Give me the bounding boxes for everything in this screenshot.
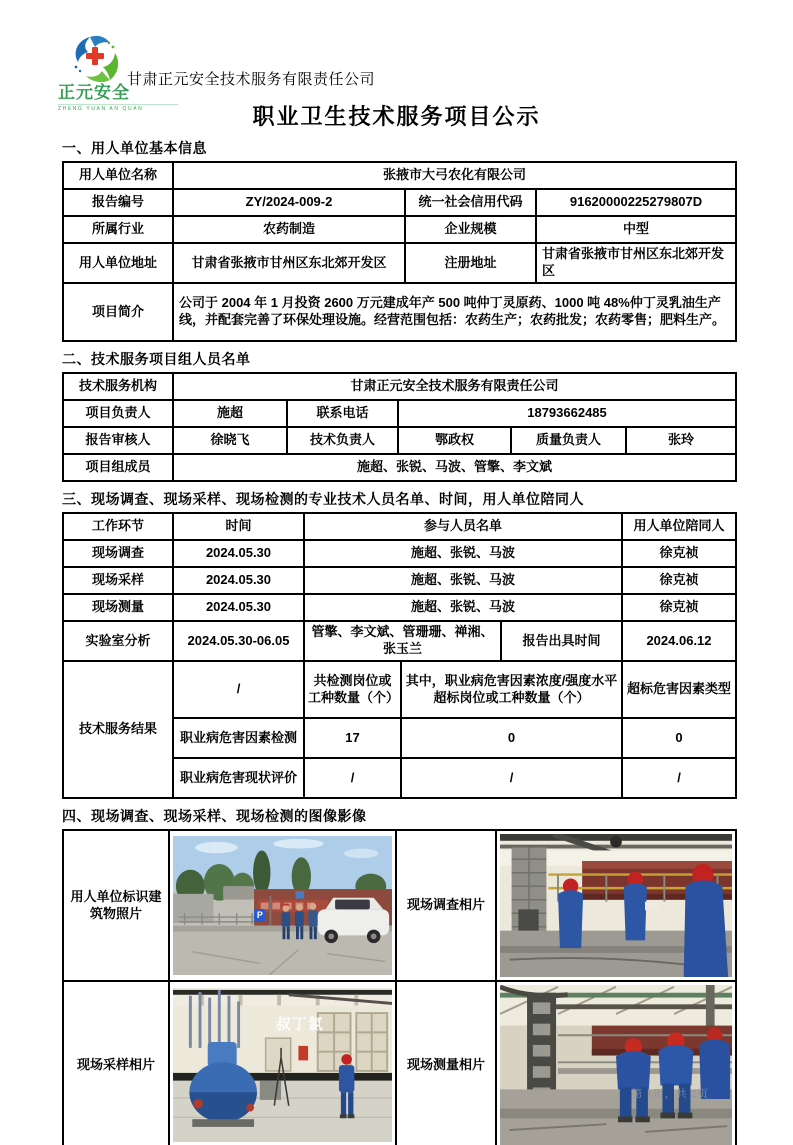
- table-row: [63, 216, 736, 243]
- table-row: [63, 830, 736, 981]
- phone-value: 18793662485: [398, 400, 736, 427]
- results-head-type: 超标危害因素类型: [622, 661, 736, 718]
- credit-code-value: 91620000225279807D: [536, 189, 736, 216]
- employer-name-label: 用人单位名称: [63, 162, 173, 189]
- results-head-total: 共检测岗位或工种数量（个）: [304, 661, 401, 718]
- photo4-label: 现场测量相片: [396, 981, 496, 1145]
- scale-value: 中型: [536, 216, 736, 243]
- detect-over: 0: [401, 718, 622, 758]
- parking-sign: P: [254, 909, 265, 922]
- results-head-over: 其中，职业病危害因素浓度/强度水平超标岗位或工种数量（个）: [401, 661, 622, 718]
- quality-value: 张玲: [626, 427, 736, 454]
- eval-label: 职业病危害现状评价: [173, 758, 304, 798]
- eval-total: /: [304, 758, 401, 798]
- employer-info-table: [62, 161, 737, 342]
- brand-name: 正元安全: [58, 83, 130, 102]
- table-row-results-header: [63, 661, 736, 718]
- time-value: 2024.05.30: [173, 594, 304, 621]
- quality-label: 质量负责人: [511, 427, 626, 454]
- table-row: [63, 567, 736, 594]
- address-value: 甘肃省张掖市甘州区东北郊开发区: [173, 243, 405, 283]
- col-header-people: 参与人员名单: [304, 513, 622, 540]
- report-no-value: ZY/2024-009-2: [173, 189, 405, 216]
- step-value: 现场调查: [63, 540, 173, 567]
- site-survey-photo: [496, 830, 736, 981]
- table-row-lab: [63, 621, 736, 661]
- credit-code-label: 统一社会信用代码: [405, 189, 536, 216]
- intro-value: 公司于 2004 年 1 月投资 2600 万元建成年产 500 吨仲丁灵原药、1000 吨 48%仲丁灵乳油生产线，并配套完善了环保处理设施。经营范围包括：农药生产；农药批发；农药零售；肥料生产。: [173, 283, 736, 341]
- fieldwork-table: [62, 512, 737, 799]
- sampling-photo-graphic: [173, 988, 392, 1142]
- results-slash: /: [173, 661, 304, 718]
- company-entrance-photo: [169, 830, 396, 981]
- intro-label: 项目简介: [63, 283, 173, 341]
- employer-name-value: 张掖市大弓农化有限公司: [173, 162, 736, 189]
- photo1-label: 用人单位标识建筑物照片: [63, 830, 169, 981]
- members-value: 施超、张锐、马波、管擎、李文斌: [173, 454, 736, 481]
- col-header-time: 时间: [173, 513, 304, 540]
- company-name: 甘肃正元安全技术服务有限责任公司: [127, 71, 376, 88]
- detect-label: 职业病危害因素检测: [173, 718, 304, 758]
- page-title: 职业卫生技术服务项目公示: [252, 104, 541, 129]
- escort-value: 徐克祯: [622, 540, 736, 567]
- project-team-table: [62, 372, 737, 482]
- table-row: [63, 427, 736, 454]
- reviewer-label: 报告审核人: [63, 427, 173, 454]
- time-value: 2024.05.30: [173, 540, 304, 567]
- sampling-photo: [169, 981, 396, 1145]
- industry-label: 所属行业: [63, 216, 173, 243]
- section1-heading: 一、用人单位基本信息: [62, 140, 207, 156]
- tech-value: 鄂政权: [398, 427, 511, 454]
- escort-value: 徐克祯: [622, 594, 736, 621]
- photo2-label: 现场调查相片: [396, 830, 496, 981]
- lab-people: 管擎、李文斌、管珊珊、禅湘、张玉兰: [304, 621, 501, 661]
- reg-address-label: 注册地址: [405, 243, 536, 283]
- people-value: 施超、张锐、马波: [304, 540, 622, 567]
- step-value: 现场采样: [63, 567, 173, 594]
- table-row: [63, 594, 736, 621]
- reg-address-value: 甘肃省张掖市甘州区东北郊开发区: [536, 243, 736, 283]
- members-label: 项目组成员: [63, 454, 173, 481]
- leader-label: 项目负责人: [63, 400, 173, 427]
- phone-label: 联系电话: [287, 400, 398, 427]
- industry-value: 农药制造: [173, 216, 405, 243]
- step-value: 现场测量: [63, 594, 173, 621]
- results-label: 技术服务结果: [63, 661, 173, 798]
- table-row: [63, 189, 736, 216]
- people-value: 施超、张锐、马波: [304, 567, 622, 594]
- people-value: 施超、张锐、马波: [304, 594, 622, 621]
- table-row: [63, 981, 736, 1145]
- photo3-label: 现场采样相片: [63, 981, 169, 1145]
- reviewer-value: 徐晓飞: [173, 427, 287, 454]
- table-header-row: [63, 513, 736, 540]
- measurement-photo: [496, 981, 736, 1145]
- table-row: [63, 243, 736, 283]
- eval-over: /: [401, 758, 622, 798]
- org-value: 甘肃正元安全技术服务有限责任公司: [173, 373, 736, 400]
- table-row: [63, 400, 736, 427]
- table-row: [63, 162, 736, 189]
- survey-photo-graphic: [500, 834, 732, 977]
- table-row: [63, 454, 736, 481]
- table-row: [63, 283, 736, 341]
- section4-heading: 四、现场调查、现场采样、现场检测的图像影像: [62, 808, 367, 824]
- brand-name-pinyin: ZHENG YUAN AN QUAN: [58, 104, 178, 112]
- measurement-photo-graphic: [500, 985, 732, 1145]
- document-content: [62, 138, 735, 1145]
- entrance-photo-graphic: [173, 836, 392, 975]
- leader-value: 施超: [173, 400, 287, 427]
- col-header-step: 工作环节: [63, 513, 173, 540]
- scale-label: 企业规模: [405, 216, 536, 243]
- escort-value: 徐克祯: [622, 567, 736, 594]
- table-row: [63, 373, 736, 400]
- logo-icon: [64, 34, 126, 84]
- detect-type: 0: [622, 718, 736, 758]
- report-date-value: 2024.06.12: [622, 621, 736, 661]
- col-header-escort: 用人单位陪同人: [622, 513, 736, 540]
- org-label: 技术服务机构: [63, 373, 173, 400]
- lab-time: 2024.05.30-06.05: [173, 621, 304, 661]
- time-value: 2024.05.30: [173, 567, 304, 594]
- section3-heading: 三、现场调查、现场采样、现场检测的专业技术人员名单、时间，用人单位陪同人: [62, 491, 584, 507]
- eval-type: /: [622, 758, 736, 798]
- report-date-label: 报告出具时间: [501, 621, 622, 661]
- section2-heading: 二、技术服务项目组人员名单: [62, 351, 251, 367]
- photo-watermark: 叔丁氯: [275, 1016, 324, 1034]
- table-row: [63, 540, 736, 567]
- lab-step: 实验室分析: [63, 621, 173, 661]
- tech-label: 技术负责人: [287, 427, 398, 454]
- page-number: 第 1页，共 2页: [631, 1089, 709, 1100]
- report-no-label: 报告编号: [63, 189, 173, 216]
- address-label: 用人单位地址: [63, 243, 173, 283]
- detect-total: 17: [304, 718, 401, 758]
